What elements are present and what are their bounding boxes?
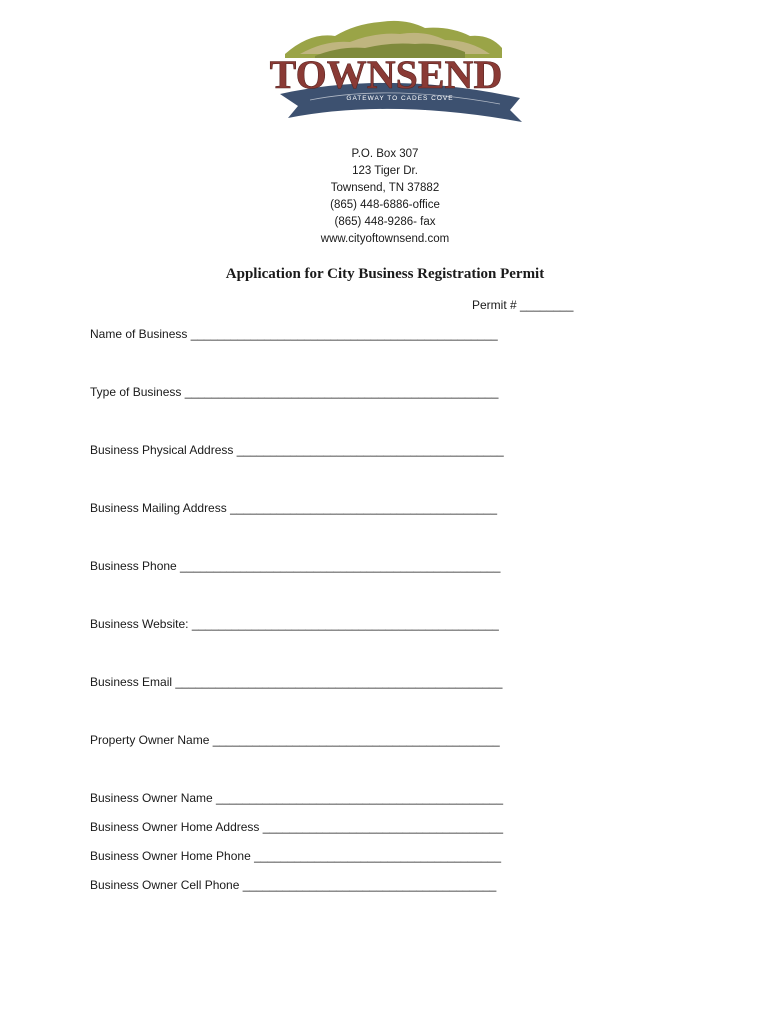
townsend-logo [240,14,530,130]
business-physical-address-field[interactable]: Business Physical Address ________________________________________ [90,443,504,457]
website: www.cityoftownsend.com [320,233,450,245]
business-website-field[interactable]: Business Website: ______________________________________________ [90,617,499,631]
street-address: 123 Tiger Dr. [352,165,418,177]
form-title: Application for City Business Registration Permit [225,266,545,282]
business-mailing-address-field[interactable]: Business Mailing Address ________________________________________ [90,501,498,515]
logo-state: TENNESSEE [372,110,428,117]
business-owner-cell-phone-field[interactable]: Business Owner Cell Phone ______________________________________ [90,878,497,892]
logo-motto: GATEWAY TO CADES COVE [346,95,454,102]
type-of-business-field[interactable]: Type of Business _______________________________________________ [90,385,499,399]
business-phone-field[interactable]: Business Phone ________________________________________________ [90,559,501,573]
contact-block [0,146,770,248]
office-phone: (865) 448-6886-office [330,199,440,211]
fax-number: (865) 448-9286- fax [334,216,436,228]
po-box: P.O. Box 307 [351,148,419,160]
name-of-business-field[interactable]: Name of Business ______________________________________________ [90,327,498,341]
permit-number-field[interactable]: Permit # ________ [472,298,574,312]
townsend-logo-graphic [240,14,530,130]
city-state-zip: Townsend, TN 37882 [330,182,440,194]
business-owner-home-phone-field[interactable]: Business Owner Home Phone _____________________________________ [90,849,502,863]
property-owner-name-field[interactable]: Property Owner Name ___________________________________________ [90,733,500,747]
logo-name: TOWNSEND [269,52,503,97]
business-owner-name-field[interactable]: Business Owner Name ___________________________________________ [90,791,504,805]
business-owner-home-address-field[interactable]: Business Owner Home Address ____________________________________ [90,820,503,834]
business-email-field[interactable]: Business Email _________________________________________________ [90,675,503,689]
